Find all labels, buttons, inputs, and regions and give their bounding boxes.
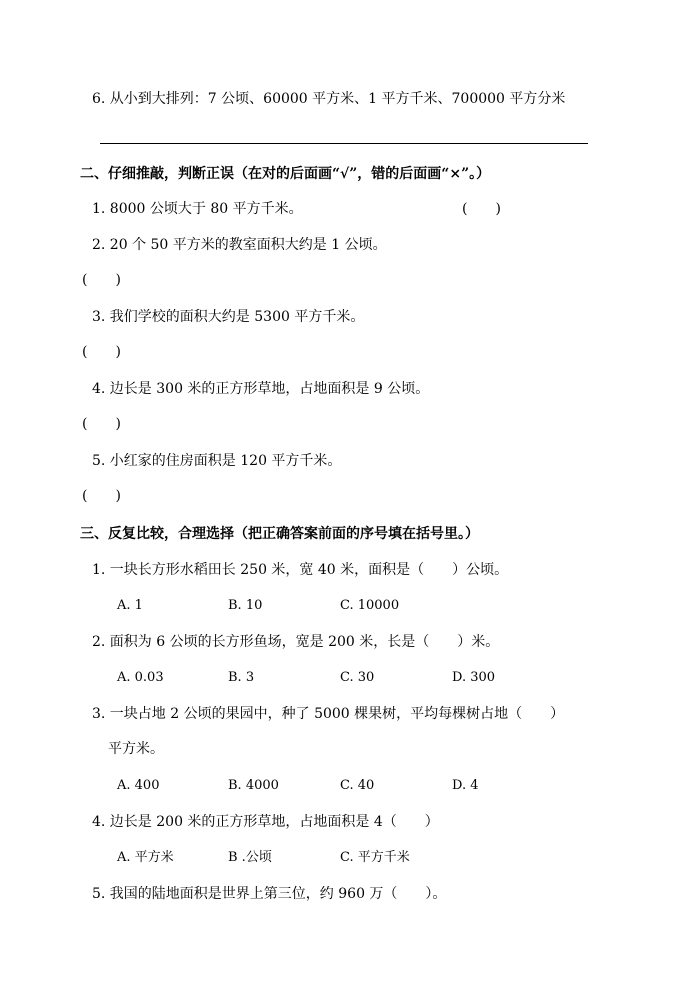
s3-q3: 3. 一块占地 2 公顷的果园中，种了 5000 棵果树，平均每棵树占地（ ） — [92, 706, 565, 722]
s3-q1-option-b: B. 10 — [228, 598, 263, 613]
s3-q1-option-a: A. 1 — [117, 598, 143, 613]
s2-item-1: 1. 8000 公顷大于 80 平方千米。 — [92, 201, 303, 217]
s2-item-1-paren: ( ) — [462, 201, 501, 217]
s3-q2-option-b: B. 3 — [228, 670, 255, 685]
s3-q5: 5. 我国的陆地面积是世界上第三位，约 960 万（ ）。 — [92, 886, 447, 902]
s2-item-4-paren: ( ) — [82, 416, 121, 432]
s3-q3-option-c: C. 40 — [340, 778, 375, 793]
s3-q3-continuation: 平方米。 — [108, 741, 164, 757]
s3-q2-option-c: C. 30 — [340, 670, 375, 685]
question-6: 6. 从小到大排列：7 公顷、60000 平方米、1 平方千米、700000 平方分米 — [92, 91, 566, 107]
s3-q4-option-c: C. 平方千米 — [340, 850, 410, 865]
s3-q1-option-c: C. 10000 — [340, 598, 400, 613]
s3-q2-option-a: A. 0.03 — [117, 670, 164, 685]
s3-q2: 2. 面积为 6 公顷的长方形鱼场，宽是 200 米，长是（ ）米。 — [92, 634, 500, 650]
s3-q3-option-d: D. 4 — [452, 778, 479, 793]
s3-q4-option-a: A. 平方米 — [117, 850, 174, 865]
s2-item-3-paren: ( ) — [82, 344, 121, 360]
s3-q4-option-b: B .公顷 — [228, 850, 272, 865]
s2-item-2: 2. 20 个 50 平方米的教室面积大约是 1 公顷。 — [92, 237, 387, 253]
s3-q4: 4. 边长是 200 米的正方形草地，占地面积是 4（ ） — [92, 814, 439, 830]
s3-q2-option-d: D. 300 — [452, 670, 496, 685]
section-3-title: 三、反复比较，合理选择（把正确答案前面的序号填在括号里。） — [80, 526, 479, 542]
s3-q3-option-b: B. 4000 — [228, 778, 279, 793]
section-2-title: 二、仔细推敲，判断正误（在对的后面画“√”，错的后面画“×”。） — [80, 166, 491, 182]
s3-q1: 1. 一块长方形水稻田长 250 米，宽 40 米，面积是（ ）公顷。 — [92, 562, 509, 578]
s2-item-4: 4. 边长是 300 米的正方形草地，占地面积是 9 公顷。 — [92, 381, 430, 397]
s3-q3-option-a: A. 400 — [117, 778, 160, 793]
s2-item-3: 3. 我们学校的面积大约是 5300 平方千米。 — [92, 309, 365, 325]
s2-item-5-paren: ( ) — [82, 488, 121, 504]
answer-blank-line — [100, 143, 588, 144]
s2-item-5: 5. 小红家的住房面积是 120 平方千米。 — [92, 453, 342, 469]
s2-item-2-paren: ( ) — [82, 272, 121, 288]
